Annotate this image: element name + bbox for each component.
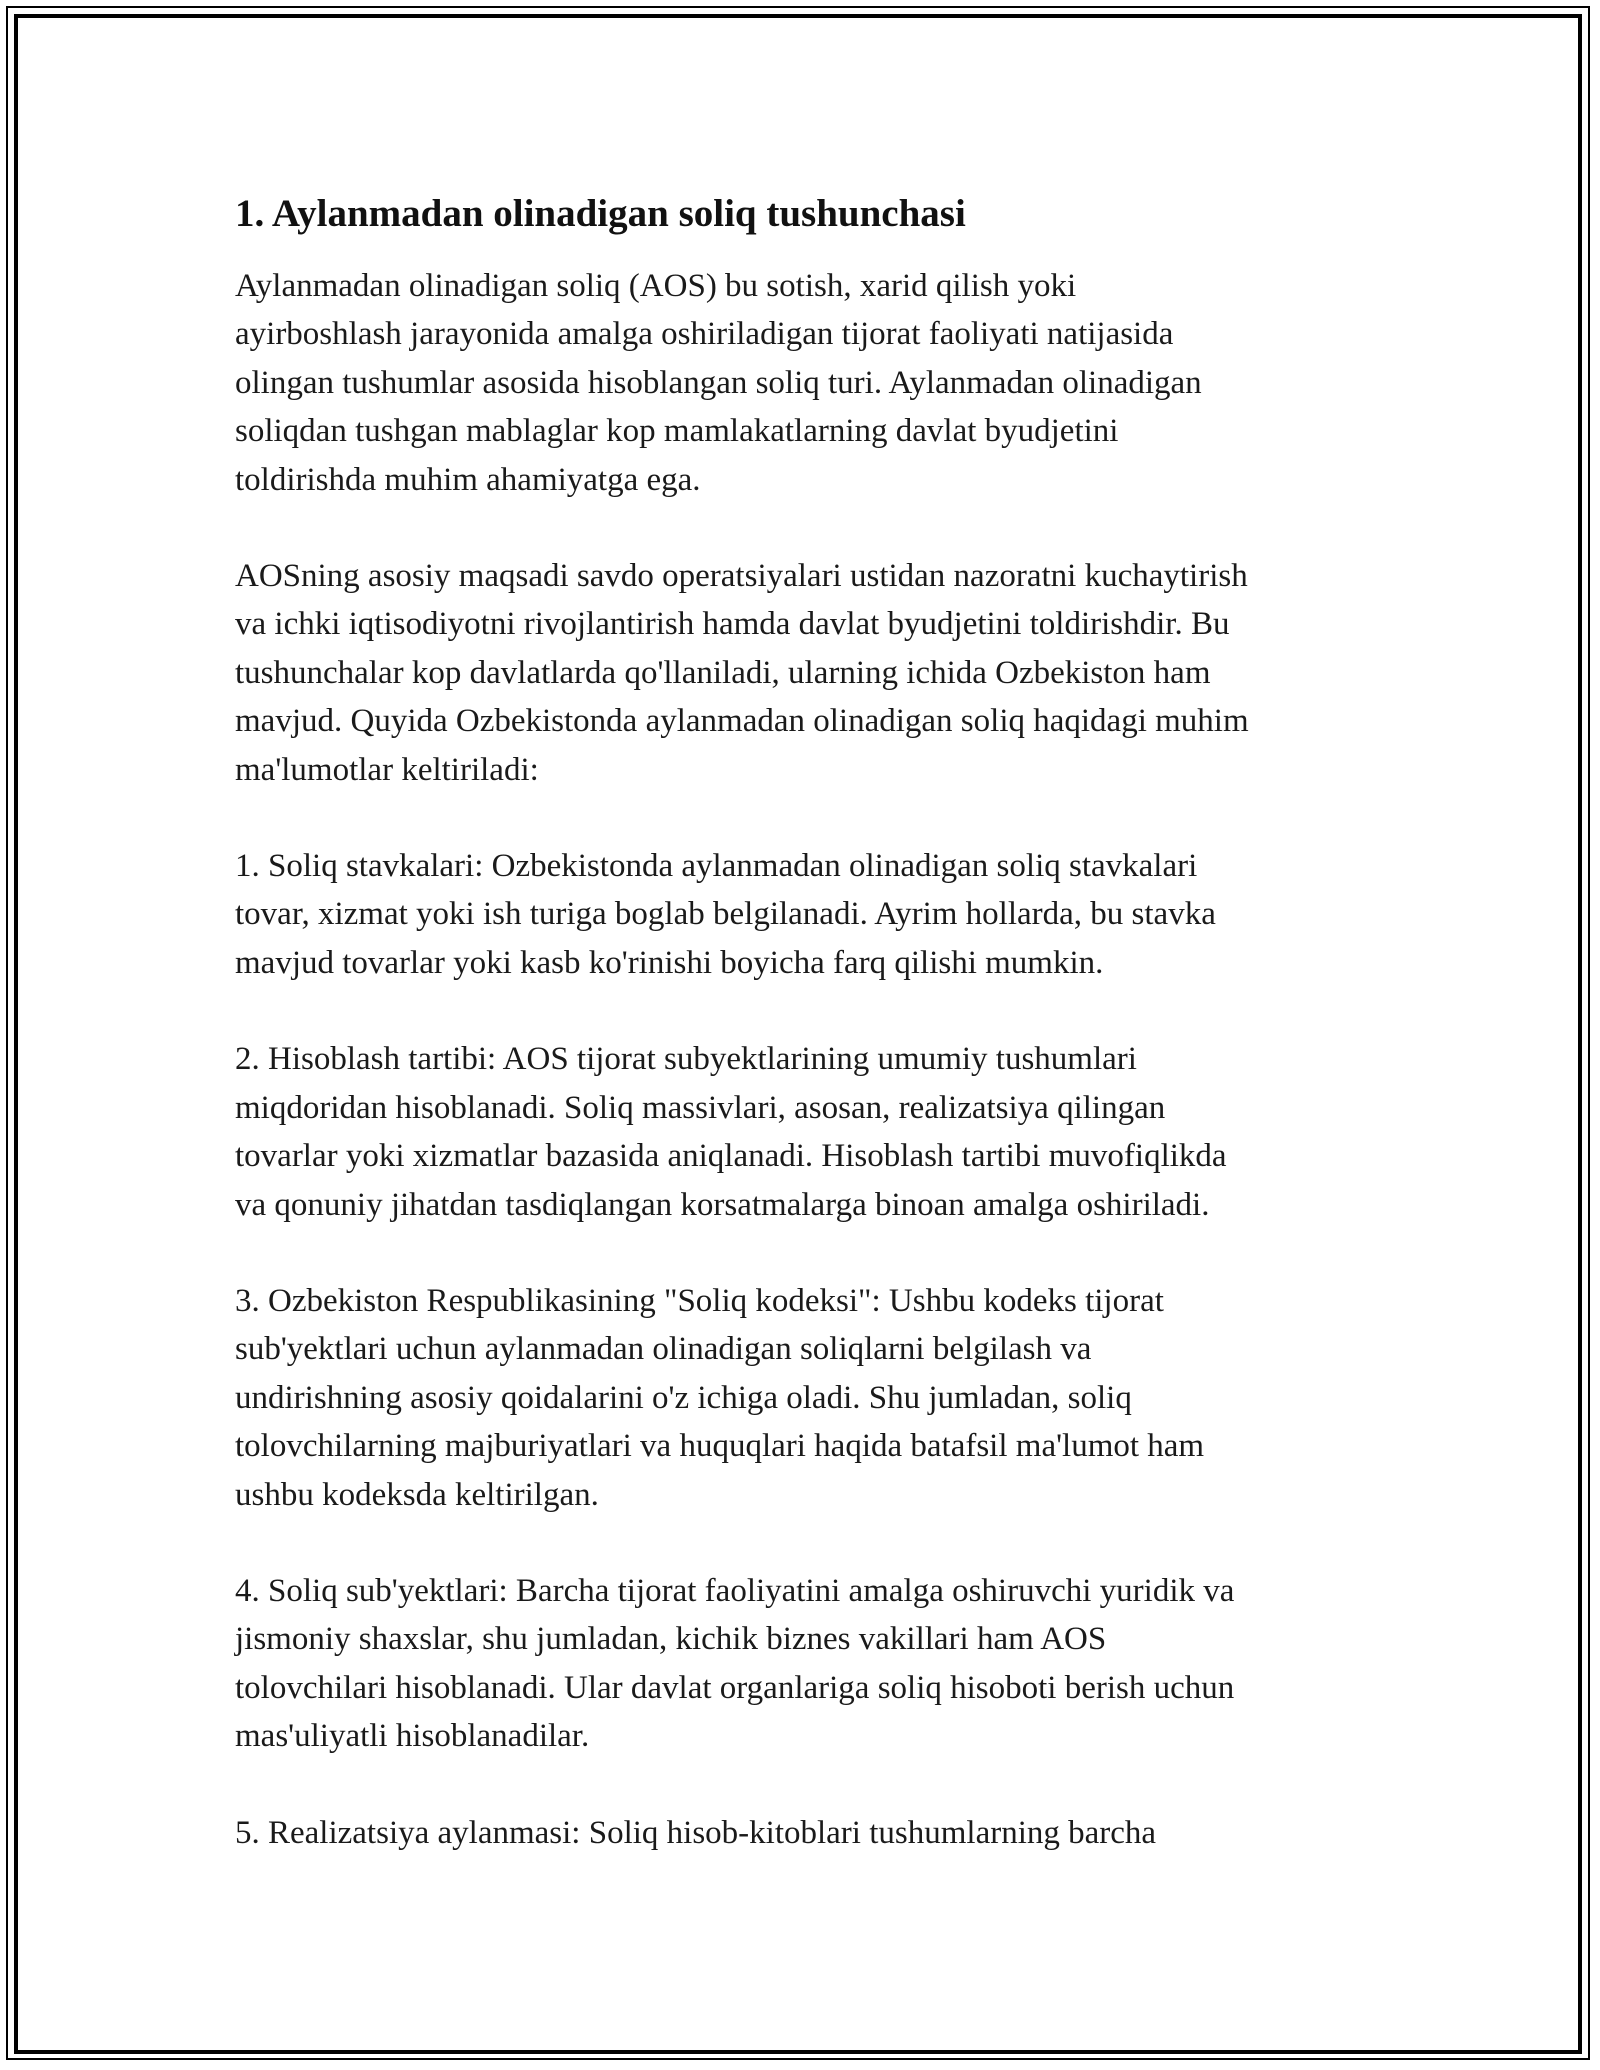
paragraph-line: tolovchilarning majburiyatlari va huquqlari haqida batafsil ma'lumot ham [235, 1428, 1205, 1465]
paragraph-item-2 [235, 1035, 1385, 1229]
paragraph-line: AOSning asosiy maqsadi savdo operatsiyalari ustidan nazoratni kuchaytirish [235, 558, 1248, 595]
paragraph-intro [235, 262, 1385, 504]
paragraph-line: miqdoridan hisoblanadi. Soliq massivlari, asosan, realizatsiya qilingan [235, 1089, 1166, 1126]
paragraph-line: sub'yektlari uchun aylanmadan olinadigan soliqlarni belgilash va [235, 1331, 1092, 1368]
paragraph-line: 1. Soliq stavkalari: Ozbekistonda aylanmadan olinadigan soliq stavkalari [235, 848, 1198, 885]
paragraph-line: ma'lumotlar keltiriladi: [235, 751, 539, 788]
paragraph-line: va ichki iqtisodiyotni rivojlantirish hamda davlat byudjetini toldirishdir. Bu [235, 606, 1230, 643]
paragraph-item-5 [235, 1809, 1385, 1857]
paragraph-item-1 [235, 842, 1385, 987]
paragraph-line: 5. Realizatsiya aylanmasi: Soliq hisob-kitoblari tushumlarning barcha [235, 1814, 1157, 1851]
paragraph-line: Aylanmadan olinadigan soliq (AOS) bu sotish, xarid qilish yoki [235, 268, 1077, 304]
paragraph-line: va qonuniy jihatdan tasdiqlangan korsatmalarga binoan amalga oshiriladi. [235, 1186, 1210, 1223]
paragraph-item-3 [235, 1277, 1385, 1519]
paragraph-line: soliqdan tushgan mablaglar kop mamlakatlarning davlat byudjetini [235, 413, 1119, 450]
paragraph-line: mavjud. Quyida Ozbekistonda aylanmadan olinadigan soliq haqidagi muhim [235, 703, 1249, 740]
paragraph-line: tolovchilari hisoblanadi. Ular davlat organlariga soliq hisoboti berish uchun [235, 1669, 1235, 1706]
paragraph-line: mavjud tovarlar yoki kasb ko'rinishi boyicha farq qilishi mumkin. [235, 944, 1104, 981]
paragraph-line: tovarlar yoki xizmatlar bazasida aniqlanadi. Hisoblash tartibi muvofiqlikda [235, 1138, 1227, 1175]
paragraph-item-4 [235, 1567, 1385, 1761]
paragraph-line: ushbu kodeksda keltirilgan. [235, 1476, 599, 1513]
paragraph-line: tushunchalar kop davlatlarda qo'llaniladi, ularning ichida Ozbekiston ham [235, 654, 1211, 691]
paragraph-line: ayirboshlash jarayonida amalga oshiriladigan tijorat faoliyati natijasida [235, 316, 1174, 353]
document-title: 1. Aylanmadan olinadigan soliq tushunchasi [235, 192, 966, 235]
paragraph-line: 2. Hisoblash tartibi: AOS tijorat subyektlarining umumiy tushumlari [235, 1041, 1137, 1078]
paragraph-purpose [235, 552, 1385, 794]
document-body [235, 184, 1385, 1905]
paragraph-line: toldirishda muhim ahamiyatga ega. [235, 461, 701, 498]
paragraph-line: mas'uliyatli hisoblanadilar. [235, 1718, 590, 1755]
paragraph-line: undirishning asosiy qoidalarini o'z ichiga oladi. Shu jumladan, soliq [235, 1379, 1132, 1416]
paragraph-line: 3. Ozbekiston Respublikasining "Soliq kodeksi": Ushbu kodeks tijorat [235, 1282, 1164, 1319]
paragraph-line: jismoniy shaxslar, shu jumladan, kichik biznes vakillari ham AOS [235, 1621, 1107, 1658]
paragraph-line: 4. Soliq sub'yektlari: Barcha tijorat faoliyatini amalga oshiruvchi yuridik va [235, 1572, 1235, 1609]
paragraph-line: olingan tushumlar asosida hisoblangan soliq turi. Aylanmadan olinadigan [235, 364, 1202, 401]
paragraph-line: tovar, xizmat yoki ish turiga boglab belgilanadi. Ayrim hollarda, bu stavka [235, 896, 1216, 933]
